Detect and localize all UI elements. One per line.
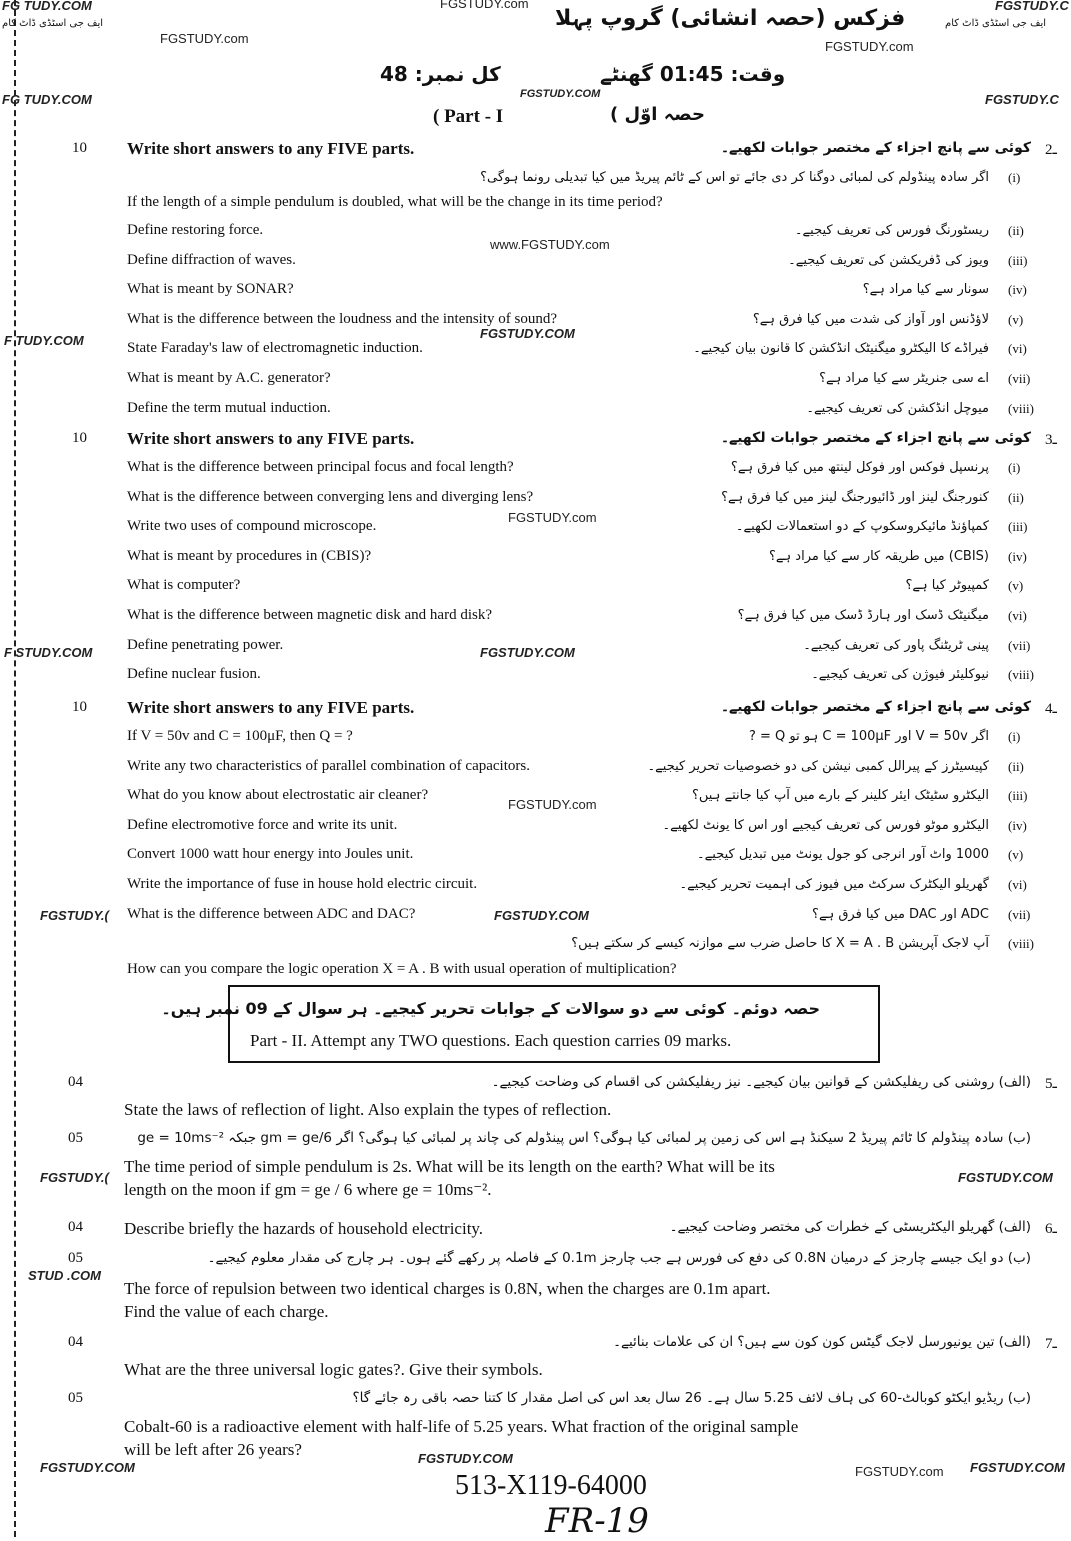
- watermark: www.FGSTUDY.com: [490, 237, 610, 252]
- item-text-ur: ADC اور DAC میں کیا فرق ہے؟: [812, 906, 989, 922]
- item-text-en: What is computer?: [127, 577, 241, 594]
- item-text-ur: پرنسپل فوکس اور فوکل لینتھ میں کیا فرق ہے؟: [730, 460, 989, 475]
- watermark: FGSTUDY.com: [508, 797, 597, 812]
- part-text-ur: (الف) گھریلو الیکٹریسٹی کے خطرات کی مختصر وضاحت کیجیے۔: [669, 1219, 1031, 1235]
- item-text-en: Define nuclear fusion.: [127, 666, 261, 683]
- item-text-en: What is the difference between ADC and DAC?: [127, 905, 416, 922]
- watermark: FGSTUDY.com: [855, 1464, 944, 1479]
- item-number: (iii): [1008, 519, 1028, 535]
- time-allowed: وقت: 01:45 گھنٹے: [600, 62, 786, 86]
- part-marks: 05: [68, 1390, 83, 1406]
- item-text-en: What do you know about electrostatic air cleaner?: [127, 787, 429, 804]
- question-marks: 10: [72, 699, 87, 715]
- question-header-en: Write short answers to any FIVE parts.: [127, 429, 415, 448]
- handwritten-note: FR-19: [545, 1501, 649, 1541]
- item-number: (iii): [1008, 788, 1028, 804]
- item-text-en: What is the difference between the loudness and the intensity of sound?: [127, 310, 558, 327]
- item-text-en: State Faraday's law of electromagnetic induction.: [127, 340, 423, 357]
- item-number: (ii): [1008, 223, 1024, 238]
- part-text-ur: (ب) ریڈیو ایکٹو کوبالٹ-60 کی ہاف لائف 5.25 سال ہے۔ 26 سال بعد اس کی اصل مقدار کا کتنا حصہ باقی رہ جائے گا؟: [352, 1390, 1031, 1406]
- item-number: (v): [1008, 578, 1024, 594]
- part-text-en: The time period of simple pendulum is 2s. What will be its length on the earth? What will be its: [124, 1157, 775, 1176]
- item-text-en: Convert 1000 watt hour energy into Joules unit.: [127, 846, 414, 863]
- part2-heading-en: Part - II. Attempt any TWO questions. Each question carries 09 marks.: [250, 1031, 732, 1050]
- item-number: (vi): [1008, 341, 1027, 357]
- paper-code: 513-X119-64000: [455, 1470, 647, 1501]
- part-text-en: Describe briefly the hazards of household electricity.: [124, 1219, 484, 1238]
- item-number: (v): [1008, 847, 1024, 863]
- item-text-en: Define diffraction of waves.: [127, 251, 296, 268]
- item-number: (i): [1008, 170, 1021, 185]
- question-header-ur: کوئی سے پانچ اجزاء کے مختصر جوابات لکھیے۔: [720, 430, 1031, 446]
- watermark: FGSTUDY.com: [825, 39, 914, 54]
- item-text-en: If V = 50v and C = 100μF, then Q = ?: [127, 728, 353, 744]
- part-text-ur: (الف) تین یونیورسل لاجک گیٹس کون کون سے ہیں؟ ان کی علامات بنائیے۔: [613, 1334, 1031, 1350]
- watermark: FGSTUDY.COM: [970, 1460, 1065, 1475]
- watermark: FGSTUDY.COM: [480, 326, 575, 341]
- item-text-ur: ریسٹورنگ فورس کی تعریف کیجیے۔: [794, 223, 989, 238]
- item-text-ur: (CBIS) میں طریقہ کار سے کیا مراد ہے؟: [769, 548, 989, 564]
- question-number: 4ـ: [1045, 701, 1057, 717]
- item-text-en: Write two uses of compound microscope.: [127, 518, 377, 535]
- part1-label-ur: حصہ اوّل ): [610, 104, 705, 125]
- item-number: (iii): [1008, 252, 1028, 268]
- watermark: STUD .COM: [28, 1268, 101, 1283]
- watermark: FGSTUDY.COM: [494, 908, 589, 923]
- part-text-en: State the laws of reflection of light. Also explain the types of reflection.: [124, 1100, 612, 1119]
- item-number: (v): [1008, 311, 1024, 327]
- item-number: (i): [1008, 729, 1021, 744]
- item-number: (viii): [1008, 667, 1034, 683]
- question-number: 2ـ: [1045, 142, 1057, 158]
- item-number: (iv): [1008, 817, 1027, 833]
- watermark: FGSTUDY.COM: [958, 1170, 1053, 1185]
- question-header-ur: کوئی سے پانچ اجزاء کے مختصر جوابات لکھیے۔: [720, 699, 1031, 715]
- watermark: FGSTUDY.COM: [520, 88, 601, 100]
- part-marks: 04: [68, 1334, 83, 1350]
- part-marks: 05: [68, 1130, 83, 1146]
- watermark: FGSTUDY.COM: [40, 1460, 135, 1475]
- part-text-ur: (ب) دو ایک جیسے چارجز کے درمیان 0.8N کی دفع کی فورس ہے جب چارجز 0.1m کے فاصلہ پر رکھے گئے ہوں۔ ہر چارج کی مقدار معلوم کیجیے۔: [207, 1250, 1031, 1266]
- watermark: FGSTUDY.COM: [418, 1451, 513, 1466]
- part-text-en: length on the moon if gm = ge / 6 where ge = 10ms⁻².: [124, 1180, 492, 1199]
- total-marks: کل نمبر: 48: [380, 62, 501, 86]
- margin-cut-line: [14, 0, 16, 1537]
- item-text-ur: 1000 واٹ آور انرجی کو جول یونٹ میں تبدیل کیجیے۔: [697, 847, 989, 863]
- watermark: F STUDY.COM: [4, 645, 93, 660]
- part2-instruction-box: [161, 985, 880, 1063]
- question-number: 6ـ: [1045, 1221, 1057, 1237]
- item-text-en: What is the difference between principal focus and focal length?: [127, 459, 514, 475]
- part-text-en: Cobalt-60 is a radioactive element with half-life of 5.25 years. What fraction of the original sample: [124, 1417, 799, 1436]
- watermark: FGSTUDY.(: [40, 908, 109, 923]
- item-number: (vii): [1008, 637, 1031, 653]
- item-text-en: What is meant by procedures in (CBIS)?: [127, 547, 372, 564]
- item-number: (vi): [1008, 608, 1027, 623]
- watermark: FGSTUDY.com: [508, 510, 597, 525]
- question-header-ur: کوئی سے پانچ اجزاء کے مختصر جوابات لکھیے۔: [720, 140, 1031, 156]
- watermark: FGSTUDY.C: [985, 92, 1059, 107]
- watermark: FGSTUDY.com: [160, 31, 249, 46]
- part-marks: 05: [68, 1250, 83, 1266]
- item-number: (iv): [1008, 282, 1027, 298]
- item-text-en: What is meant by A.C. generator?: [127, 370, 331, 386]
- item-text-en: Define restoring force.: [127, 222, 264, 238]
- item-number: (viii): [1008, 400, 1034, 416]
- subject-title: فزکس (حصہ انشائی) گروپ پہلا: [555, 6, 906, 31]
- question-number: 3ـ: [1045, 432, 1057, 448]
- item-text-en: What is the difference between magnetic disk and hard disk?: [127, 607, 493, 623]
- item-number: (i): [1008, 460, 1021, 475]
- item-text-ur: اگر V = 50v اور C = 100μF ہو تو Q = ?: [748, 729, 989, 744]
- item-text-ur: لاؤڈنس اور آواز کی شدت میں کیا فرق ہے؟: [752, 311, 989, 327]
- item-text-ur: فیراڈے کا الیکٹرو میگنیٹک انڈکشن کا قانون بیان کیجیے۔: [693, 341, 989, 357]
- item-text-ur: الیکٹرو موٹو فورس کی تعریف کیجیے اور اس کا یونٹ لکھیے۔: [662, 817, 989, 833]
- item-number: (vi): [1008, 877, 1027, 892]
- watermark: FG TUDY.COM: [2, 0, 92, 13]
- part-text-ur: (الف) روشنی کی ریفلیکشن کے قوانین بیان کیجیے۔ نیز ریفلیکشن کی اقسام کی وضاحت کیجیے۔: [491, 1074, 1031, 1090]
- part-text-ur: (ب) سادہ پینڈولم کا ٹائم پیریڈ 2 سیکنڈ ہے اس کی زمین پر لمبائی کیا ہوگی؟ اس پینڈولم کی چاند پر لمبائی کیا ہوگی؟ اگر gm = ge/6 جبکہ ge = 10ms⁻²: [137, 1130, 1031, 1146]
- question-marks: 10: [72, 430, 87, 446]
- item-text-ur: نیوکلیئر فیوژن کی تعریف کیجیے۔: [811, 667, 989, 683]
- item-text-ur: اگر سادہ پینڈولم کی لمبائی دوگنا کر دی جائے تو اس کے ٹائم پیریڈ میں کیا تبدیلی رونما ہوگی؟: [480, 170, 989, 185]
- item-text-en: Define the term mutual induction.: [127, 399, 331, 416]
- item-text-ur: ویوز کی ڈفریکشن کی تعریف کیجیے۔: [788, 252, 989, 268]
- item-text-ur: کپیسیٹرز کے پیرالل کمبی نیشن کی دو خصوصیات تحریر کیجیے۔: [647, 758, 989, 774]
- item-text-ur: اے سی جنریٹر سے کیا مراد ہے؟: [819, 371, 989, 386]
- item-text-ur: سونار سے کیا مراد ہے؟: [862, 282, 989, 298]
- part-text-en: What are the three universal logic gates?. Give their symbols.: [124, 1360, 543, 1379]
- watermark: FG TUDY.COM: [2, 92, 92, 107]
- item-text-en: Write the importance of fuse in house hold electric circuit.: [127, 876, 478, 892]
- part-marks: 04: [68, 1219, 83, 1235]
- item-text-ur: کنورجنگ لینز اور ڈائیورجنگ لینز میں کیا فرق ہے؟: [721, 489, 989, 505]
- part-text-en: Find the value of each charge.: [124, 1302, 329, 1321]
- question-header-en: Write short answers to any FIVE parts.: [127, 139, 415, 158]
- question-header-en: Write short answers to any FIVE parts.: [127, 698, 415, 717]
- item-number: (viii): [1008, 936, 1034, 952]
- item-text-en: What is the difference between converging lens and diverging lens?: [127, 488, 534, 505]
- item-text-ur: میوچل انڈکشن کی تعریف کیجیے۔: [806, 400, 989, 416]
- question-marks: 10: [72, 140, 87, 156]
- item-text-en: Write any two characteristics of parallel combination of capacitors.: [127, 757, 530, 774]
- item-number: (vii): [1008, 371, 1031, 386]
- watermark: FGSTUDY.C: [995, 0, 1069, 13]
- part-text-en: The force of repulsion between two identical charges is 0.8N, when the charges are 0.1m apart.: [124, 1279, 771, 1298]
- item-text-ur: کمپاؤنڈ مائیکروسکوپ کے دو استعمالات لکھیے۔: [735, 519, 989, 535]
- question-number: 5ـ: [1045, 1076, 1057, 1092]
- item-text-en: If the length of a simple pendulum is doubled, what will be the change in its time period?: [127, 194, 663, 210]
- part-text-en: will be left after 26 years?: [124, 1440, 302, 1459]
- item-text-en: What is meant by SONAR?: [127, 281, 294, 298]
- watermark: F TUDY.COM: [4, 333, 84, 348]
- watermark: ایف جی اسٹڈی ڈاٹ کام: [945, 18, 1047, 29]
- question-number: 7ـ: [1045, 1336, 1057, 1352]
- item-number: (vii): [1008, 906, 1031, 922]
- item-text-ur: الیکٹرو سٹیٹک ایئر کلینر کے بارے میں آپ کیا جانتے ہیں؟: [692, 788, 989, 804]
- item-number: (ii): [1008, 758, 1024, 774]
- item-text-ur: گھریلو الیکٹرک سرکٹ میں فیوز کی اہمیت تحریر کیجیے۔: [679, 877, 989, 892]
- item-number: (iv): [1008, 548, 1027, 564]
- part1-label: ( Part - I: [433, 106, 504, 127]
- item-text-en: Define penetrating power.: [127, 636, 284, 653]
- item-text-ur: پینی ٹریٹنگ پاور کی تعریف کیجیے۔: [803, 637, 989, 653]
- part-marks: 04: [68, 1074, 83, 1090]
- part2-heading-ur: حصہ دوئم۔ کوئی سے دو سوالات کے جوابات تحریر کیجیے۔ ہر سوال کے 09 نمبر ہیں۔: [161, 999, 820, 1018]
- watermark: FGSTUDY.COM: [480, 645, 575, 660]
- item-text-en: How can you compare the logic operation X = A . B with usual operation of multiplication?: [127, 961, 677, 978]
- item-number: (ii): [1008, 489, 1024, 505]
- watermark: ایف جی اسٹڈی ڈاٹ کام: [2, 18, 104, 29]
- item-text-ur: کمپیوٹر کیا ہے؟: [905, 578, 989, 594]
- item-text-ur: میگنیٹک ڈسک اور ہارڈ ڈسک میں کیا فرق ہے؟: [737, 608, 989, 623]
- watermark: FGSTUDY.com: [440, 0, 529, 11]
- item-text-en: Define electromotive force and write its unit.: [127, 816, 398, 833]
- watermark: FGSTUDY.(: [40, 1170, 109, 1185]
- item-text-ur: آپ لاجک آپریشن X = A . B کا حاصل ضرب سے موازنہ کیسے کر سکتے ہیں؟: [571, 936, 989, 952]
